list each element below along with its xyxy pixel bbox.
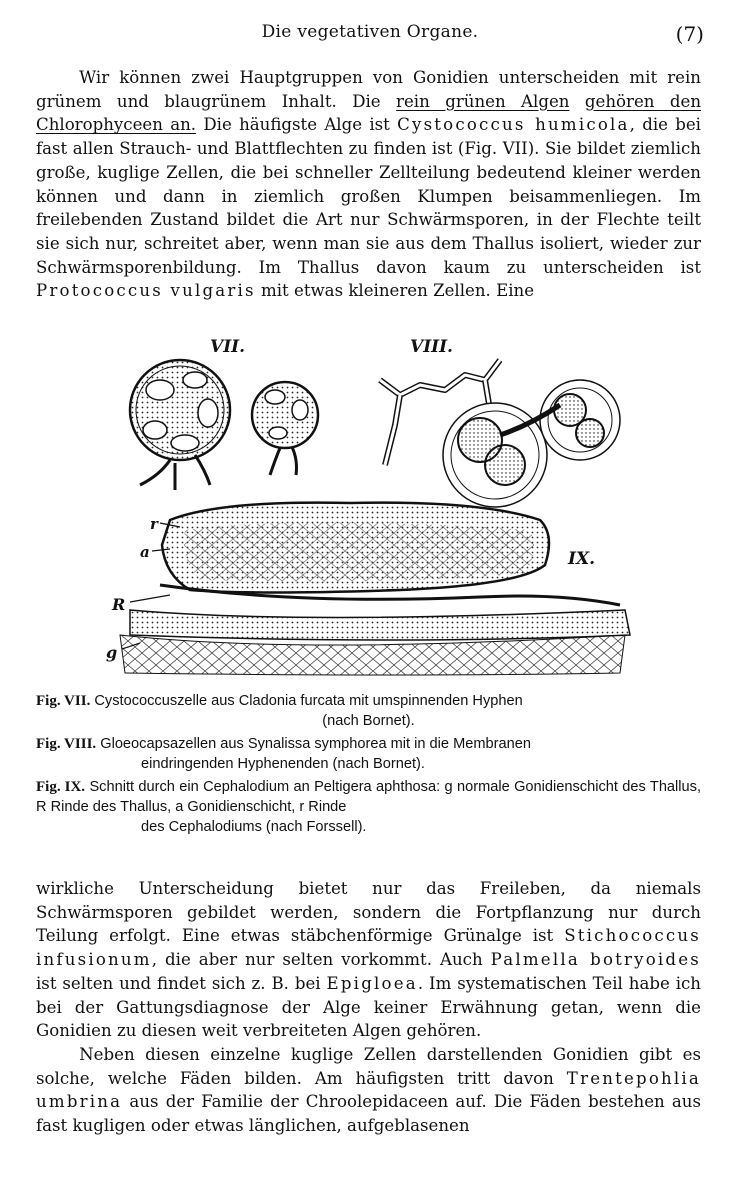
species-name: Protococcus vulgaris — [36, 281, 256, 301]
paragraph-bottom — [36, 877, 701, 1138]
species-name: Trentepohlia umbrina — [36, 1068, 701, 1112]
caption-text-continued: eindringenden Hyphenenden (nach Bornet). — [141, 755, 425, 772]
caption-fig-vii — [36, 692, 701, 731]
text-run: Neben diesen einzelne kuglige Zellen darstellenden Gonidien gibt es solche, welche Fäden bilden. Am häufigsten tritt davon — [36, 1044, 701, 1088]
species-name: Palmella botryoides — [490, 950, 701, 970]
text-run: ist selten und findet sich z. B. bei — [36, 973, 327, 993]
caption-text: Cystococcuszelle aus Cladonia furcata mit umspinnenden Hyphen — [94, 693, 523, 709]
figure-vii-drawing — [130, 360, 318, 490]
page-number: (7) — [675, 22, 704, 46]
running-title: Die vegetativen Organe. — [261, 22, 479, 42]
figure-letter-r: r — [150, 515, 158, 533]
caption-text: Schnitt durch ein Cephalodium an Peltigera aphthosa: g normale Gonidienschicht des Thallus, R Rinde des Thallus, a Gonidienschicht, r Rinde — [36, 779, 702, 815]
caption-label: Fig. VII. — [36, 693, 91, 709]
figure-label-viii: VIII. — [410, 337, 453, 357]
figure-viii-drawing — [380, 360, 620, 507]
text-run: , die bei fast allen Strauch- und Blattflechten zu finden ist (Fig. VII). Sie bildet ziemlich große, kuglige Zellen, die bei schneller Zellteilung bedeutend kleiner werden können und dann in ziemlich großen Klumpen beisammenliegen. Im freilebenden Zustand bildet die Art nur Schwärmsporen, in der Flechte teilt sie sich nur, schreitet aber, wenn man sie aus dem Thallus isoliert, wieder zur Schwärmsporenbildung. Im Thallus davon kaum zu unterscheiden ist — [36, 115, 701, 277]
caption-label: Fig. VIII. — [36, 736, 97, 753]
caption-label: Fig. IX. — [36, 779, 86, 796]
caption-text-continued: des Cephalodiums (nach Forssell). — [141, 818, 367, 835]
text-run: wirkliche Unterscheidung bietet nur das Freileben, da niemals Schwärmsporen gebildet werden, sondern die Fortpflanzung nur durch Teilung erfolgt. Eine etwas stäbchenförmige Grünalge ist — [36, 879, 701, 946]
text-run: Wir können zwei Hauptgruppen von Gonidien unterscheiden mit rein grünem und blaugrünem Inhalt. Die — [36, 68, 701, 111]
caption-fig-viii — [36, 735, 701, 774]
figure-captions — [36, 692, 701, 841]
figure-letter-g: g — [106, 643, 118, 662]
underlined-phrase: gehören den Chlorophyceen an. — [36, 91, 702, 135]
species-name: Stichococcus infusionum — [36, 926, 701, 970]
text-run: , die aber nur selten vorkommt. Auch — [151, 950, 491, 970]
caption-text: Gloeocapsazellen aus Synalissa symphorea mit in die Membranen — [100, 736, 531, 753]
figure-ix-drawing — [120, 503, 630, 675]
text-run: mit etwas kleineren Zellen. Eine — [255, 281, 535, 301]
underlined-phrase: rein grünen Algen — [396, 91, 570, 111]
figure-label-ix: IX. — [568, 549, 596, 569]
page-header — [36, 22, 704, 52]
figure-letter-a: a — [140, 543, 150, 561]
figure-drawings — [100, 335, 660, 685]
text-run: Die häufigste Alge ist — [196, 115, 398, 135]
figure-plate — [100, 335, 660, 685]
text-run: aus der Familie der Chroolepidaceen auf. Die Fäden bestehen aus fast kugligen oder etwas länglichen, aufgeblasenen — [36, 1092, 701, 1136]
paragraph-top — [36, 66, 701, 303]
species-name: Cystococcus humicola — [397, 115, 630, 135]
figure-label-vii: VII. — [210, 337, 246, 357]
caption-text-continued: (nach Bornet). — [322, 712, 415, 729]
caption-fig-ix — [36, 778, 701, 837]
text-run: . Im systematischen Teil habe ich bei der Gattungsdiagnose der Alge keiner Erwähnung getan, wenn die Gonidien zu diesen weit verbreiteten Algen gehören. — [36, 973, 701, 1041]
genus-name: Epigloea — [326, 973, 418, 993]
figure-letter-R: R — [112, 595, 126, 614]
